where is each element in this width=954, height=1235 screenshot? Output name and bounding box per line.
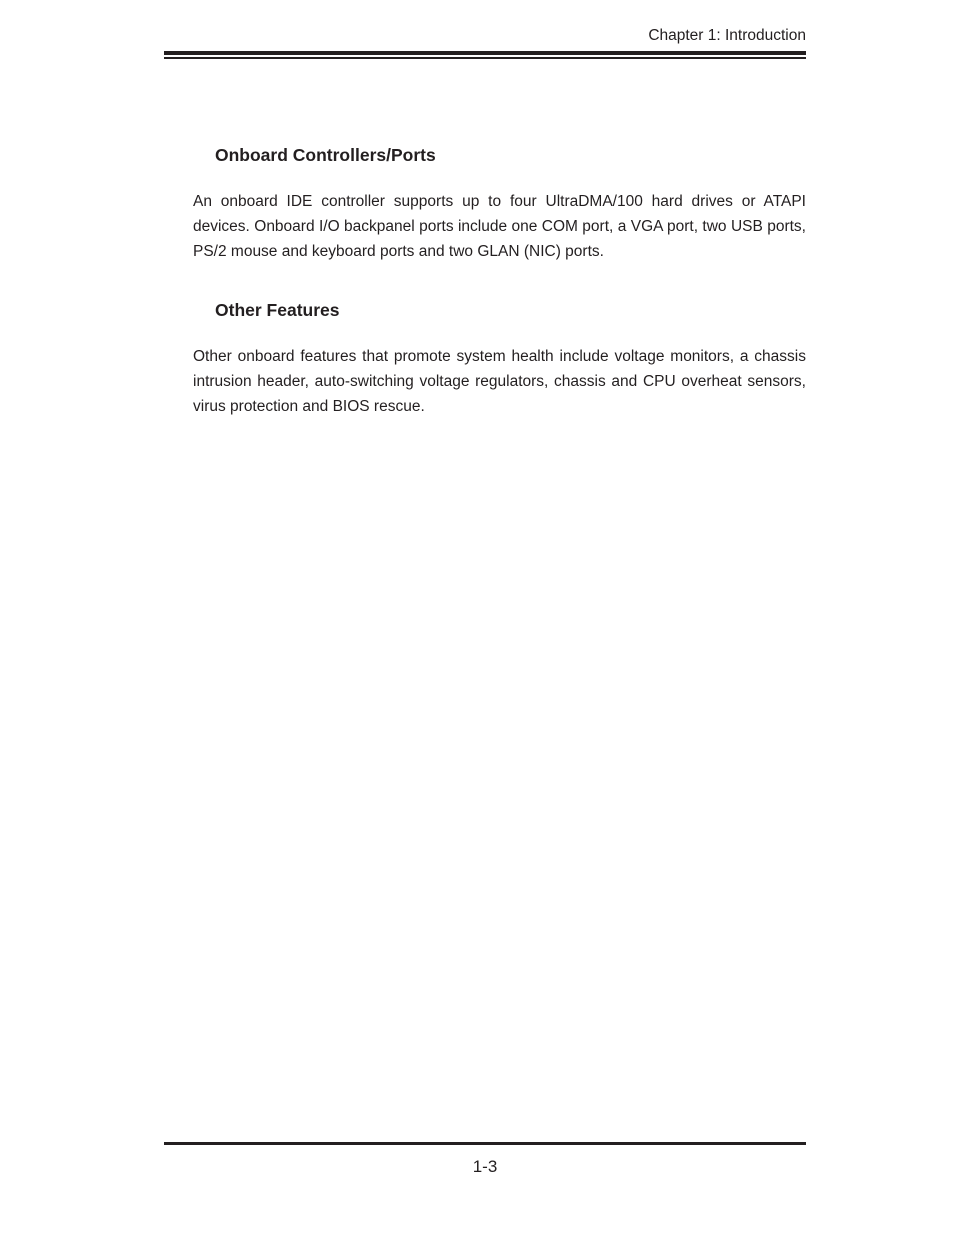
footer-rule <box>164 1142 806 1145</box>
running-header-chapter-title: Chapter 1: Introduction <box>648 27 806 44</box>
section-heading-other-features: Other Features <box>215 300 340 320</box>
header-rule-thick <box>164 51 806 55</box>
section-body-other-features: Other onboard features that promote system health include voltage monitors, a chassis intrusion header, auto-switching voltage regulators, chassis and CPU overheat sensors, virus protection and BIOS rescue. <box>193 348 806 415</box>
section-body-onboard-controllers: An onboard IDE controller supports up to four UltraDMA/100 hard drives or ATAPI devices. Onboard I/O backpanel ports include one COM port, a VGA port, two USB ports, PS/2 mouse and keyboard ports and two GLAN (NIC) ports. <box>193 193 806 260</box>
header-rule-thin <box>164 57 806 59</box>
section-heading-onboard-controllers: Onboard Controllers/Ports <box>215 145 436 165</box>
page-number: 1-3 <box>472 1157 498 1176</box>
